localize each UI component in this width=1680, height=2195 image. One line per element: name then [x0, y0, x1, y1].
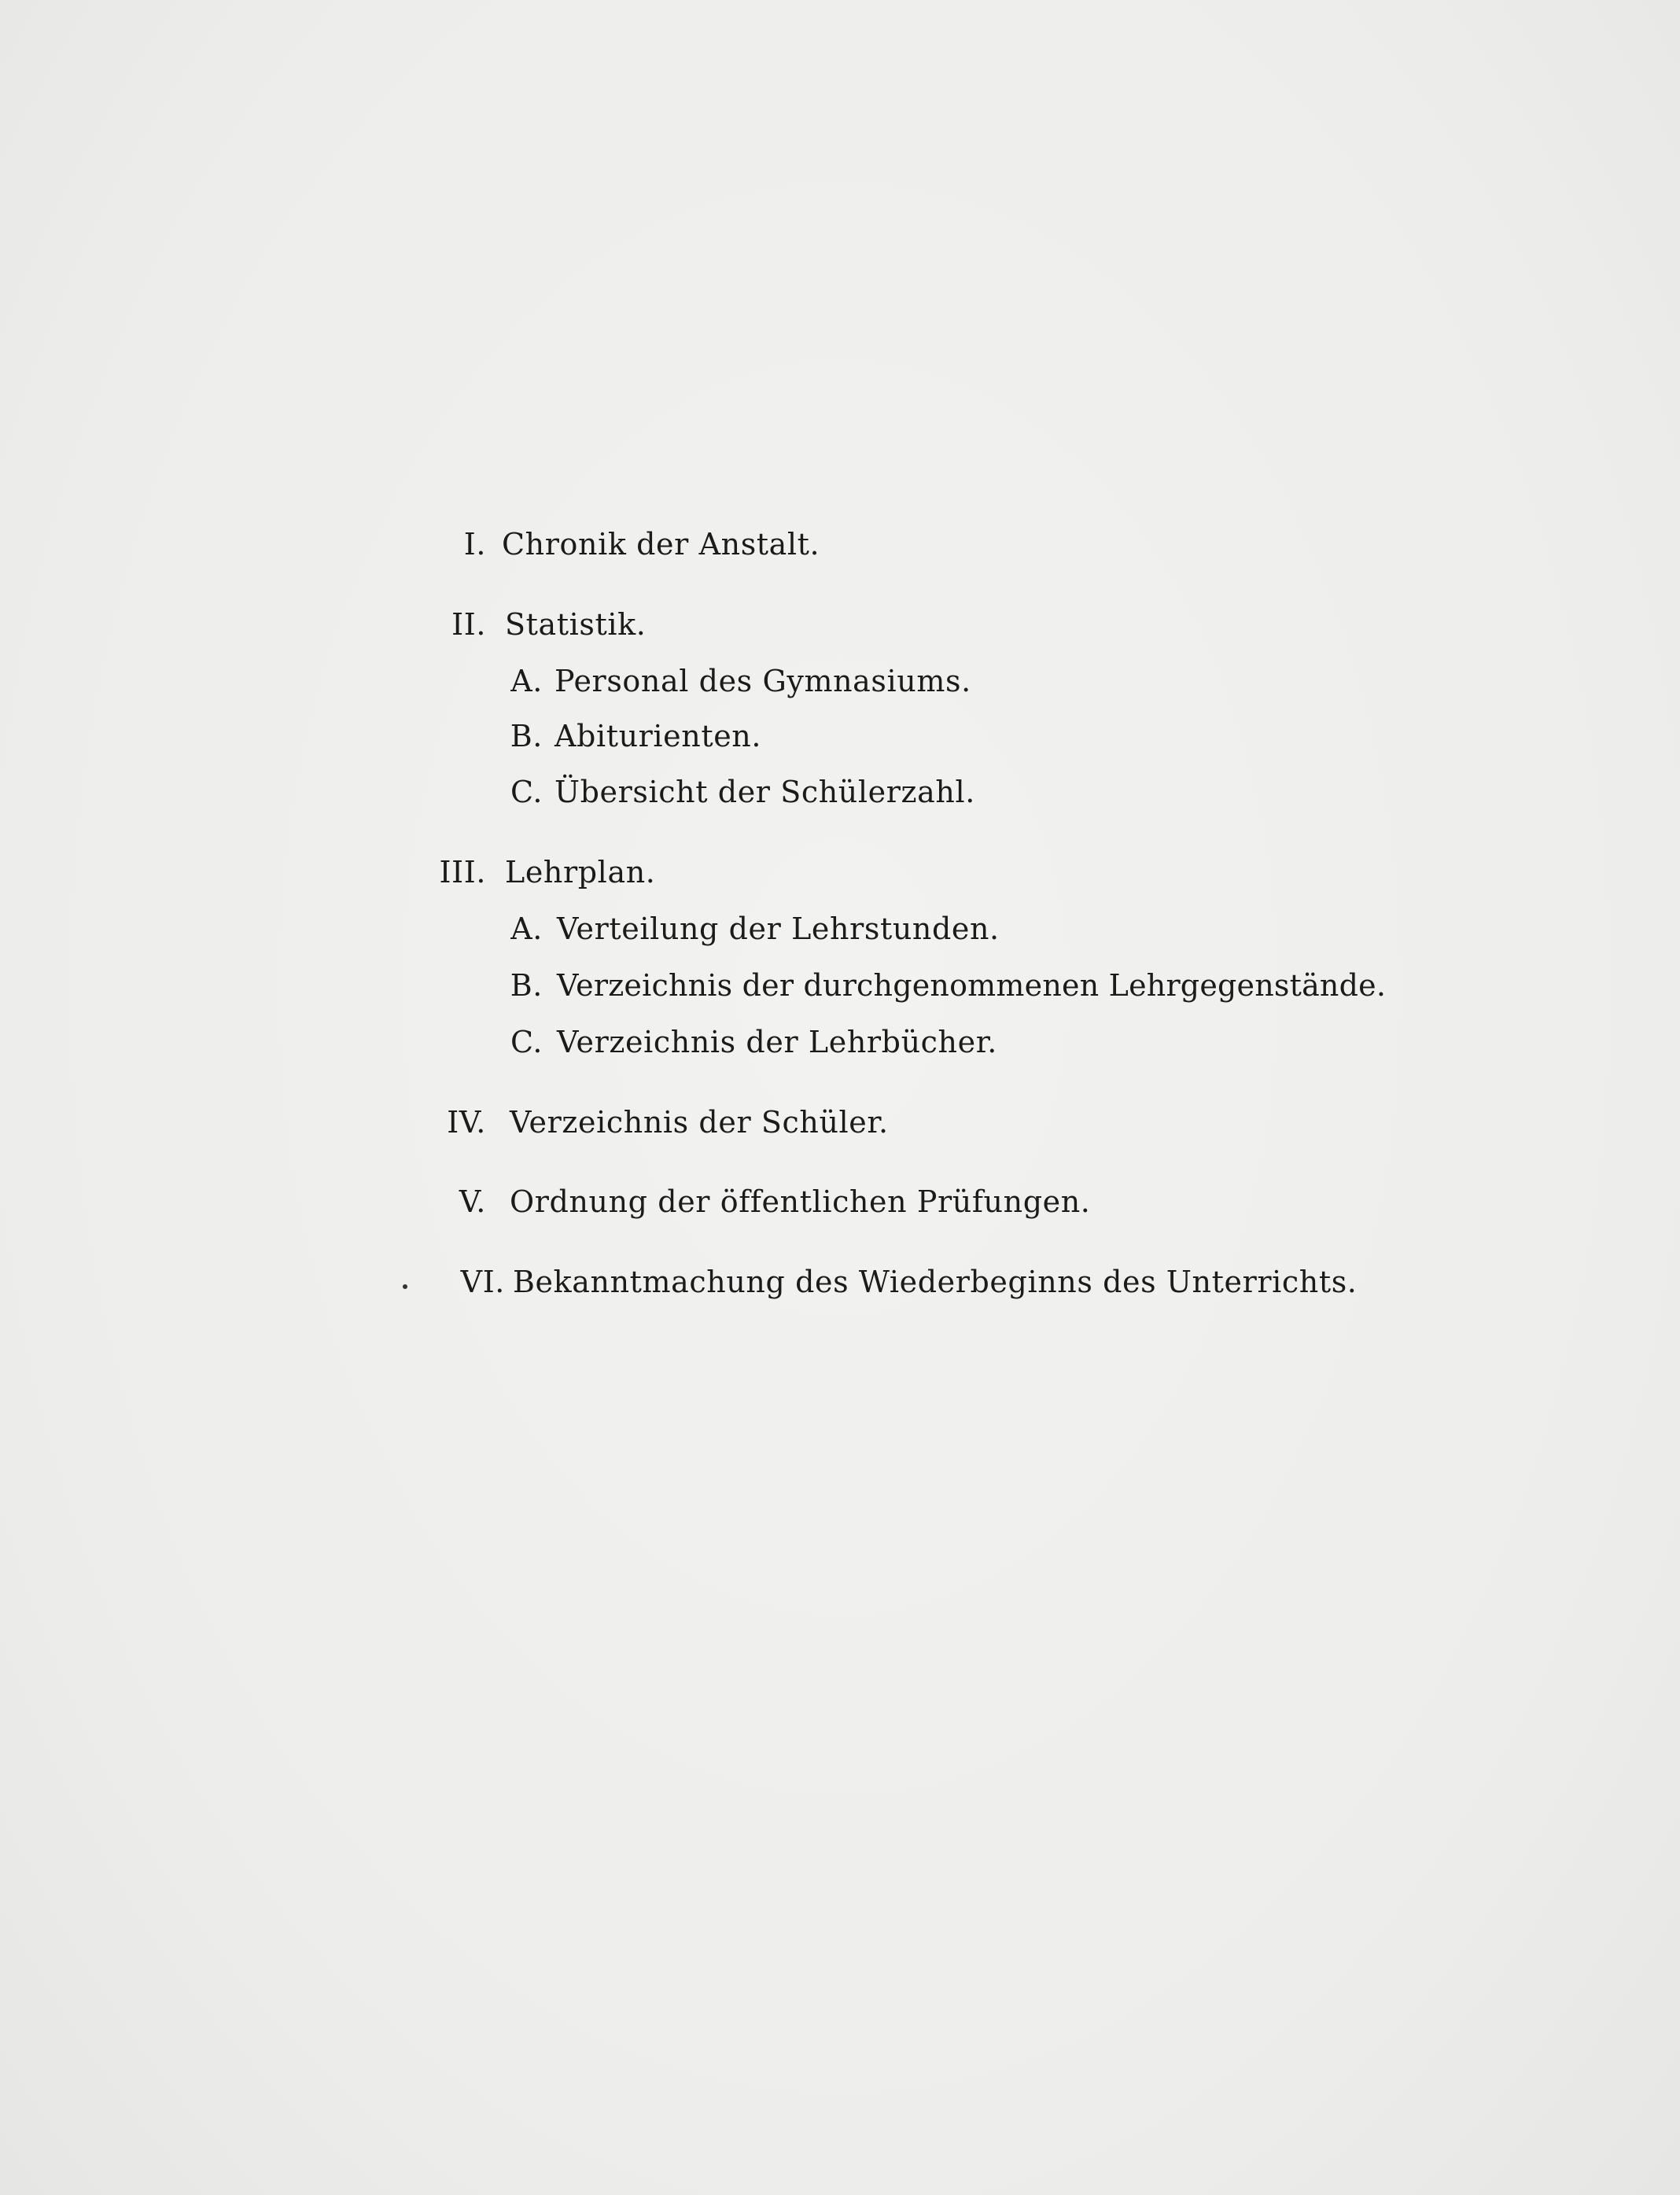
- subsection-title: Abiturienten.: [554, 719, 762, 753]
- subsection-title: Verteilung der Lehrstunden.: [557, 912, 1000, 946]
- subsection-letter: B.: [510, 719, 543, 753]
- subsection-letter: B.: [510, 968, 543, 1003]
- subsection-letter: C.: [510, 775, 543, 809]
- subsection-title: Verzeichnis der durchgenommenen Lehrgegenstände.: [557, 968, 1387, 1003]
- section-numeral: III.: [439, 855, 486, 889]
- subsection-letter: A.: [510, 664, 543, 698]
- section-numeral: I.: [463, 527, 486, 562]
- subsection-letter: A.: [510, 912, 543, 946]
- stray-print-mark: [403, 1284, 407, 1289]
- section-numeral: II.: [451, 607, 486, 642]
- subsection-letter: C.: [510, 1025, 543, 1059]
- section-numeral: VI.: [460, 1265, 505, 1299]
- section-title: Chronik der Anstalt.: [502, 527, 820, 562]
- section-title: Verzeichnis der Schüler.: [510, 1105, 889, 1140]
- section-numeral: IV.: [447, 1105, 486, 1140]
- subsection-title: Verzeichnis der Lehrbücher.: [557, 1025, 997, 1059]
- section-title: Statistik.: [505, 607, 647, 642]
- section-title: Ordnung der öffentlichen Prüfungen.: [510, 1184, 1091, 1219]
- section-title: Lehrplan.: [505, 855, 656, 889]
- subsection-title: Übersicht der Schülerzahl.: [554, 775, 975, 809]
- subsection-title: Personal des Gymnasiums.: [554, 664, 971, 698]
- section-numeral: V.: [459, 1184, 486, 1219]
- section-title: Bekanntmachung des Wiederbeginns des Unterrichts.: [513, 1265, 1358, 1299]
